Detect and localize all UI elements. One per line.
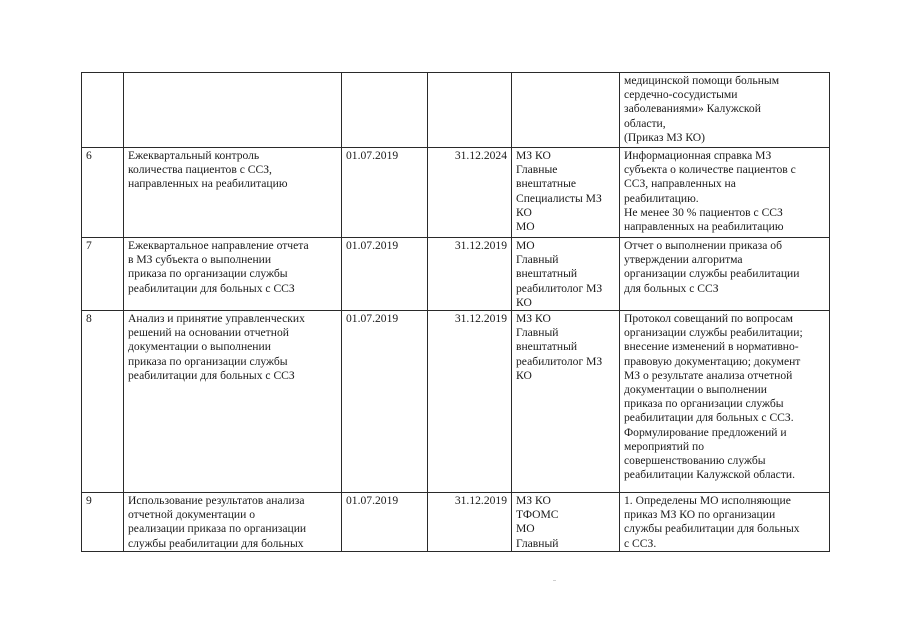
result-line: субъекта о количестве пациентов с: [624, 163, 796, 177]
end-date-cell: [428, 311, 512, 493]
result-line: реабилитацию.: [624, 191, 699, 205]
responsible-line: КО: [516, 368, 532, 382]
result-line: для больных с ССЗ: [624, 281, 719, 295]
start-date: 01.07.2019: [346, 494, 399, 508]
row-number-cell: [82, 238, 124, 311]
result-line: направленных на реабилитацию: [624, 220, 784, 234]
responsible-line: МО: [516, 239, 535, 252]
result-line: Протокол совещаний по вопросам: [624, 312, 793, 326]
row-number-cell: [82, 73, 124, 148]
result-line: организации службы реабилитации: [624, 267, 800, 281]
result-line: (Приказ МЗ КО): [624, 130, 706, 144]
responsible-cell: [512, 148, 620, 238]
responsible-cell: [512, 238, 620, 311]
result-line: с ССЗ.: [624, 536, 657, 550]
responsible-line: КО: [516, 205, 532, 219]
task-line: Использование результатов анализа: [128, 494, 305, 508]
result-line: Не менее 30 % пациентов с ССЗ: [624, 205, 783, 219]
result-line: реабилитации для больных с ССЗ.: [624, 411, 794, 425]
end-date: 31.12.2019: [454, 494, 507, 508]
row-number: 7: [86, 239, 92, 252]
result-line: службы реабилитации для больных: [624, 522, 800, 536]
end-date-cell: [428, 493, 512, 552]
result-line: Информационная справка МЗ: [624, 149, 772, 162]
task-line: реабилитации для больных с ССЗ: [128, 281, 295, 295]
responsible-line: МО: [516, 522, 535, 536]
responsible-line: Главный: [516, 536, 559, 550]
task-line: Ежеквартальное направление отчета: [128, 239, 309, 252]
task-line: реализации приказа по организации: [128, 522, 307, 536]
responsible-line: внештатный: [516, 340, 578, 354]
task-line: службы реабилитации для больных: [128, 536, 304, 550]
end-date-cell: [428, 148, 512, 238]
responsible-line: КО: [516, 295, 532, 309]
row-number-cell: [82, 311, 124, 493]
result-line: области,: [624, 116, 666, 130]
result-line: правовую документацию; документ: [624, 354, 801, 368]
plan-table-body: [82, 73, 830, 552]
task-cell: [124, 238, 342, 311]
result-line: мероприятий по: [624, 439, 704, 453]
task-cell: [124, 73, 342, 148]
responsible-line: ТФОМС: [516, 508, 559, 522]
responsible-cell: [512, 73, 620, 148]
result-line: Отчет о выполнении приказа об: [624, 239, 782, 252]
task-line: количества пациентов с ССЗ,: [128, 163, 272, 177]
responsible-line: МЗ КО: [516, 312, 551, 326]
row-number-cell: [82, 148, 124, 238]
result-cell: [620, 238, 830, 311]
task-line: приказа по организации службы: [128, 267, 288, 281]
result-line: приказа по организации службы: [624, 397, 784, 411]
task-cell: [124, 148, 342, 238]
result-line: утверждении алгоритма: [624, 253, 743, 267]
responsible-line: Главный: [516, 253, 559, 267]
result-line: заболеваниями» Калужской: [624, 102, 761, 116]
task-line: отчетной документации о: [128, 508, 256, 522]
result-cell: [620, 311, 830, 493]
responsible-line: реабилитолог МЗ: [516, 354, 603, 368]
scan-speck: [553, 580, 556, 581]
task-cell: [124, 311, 342, 493]
task-line: приказа по организации службы: [128, 354, 288, 368]
result-line: Формулирование предложений и: [624, 425, 787, 439]
start-date-cell: [342, 238, 428, 311]
result-line: документации о выполнении: [624, 383, 767, 397]
start-date: 01.07.2019: [346, 149, 399, 162]
task-line: документации о выполнении: [128, 340, 271, 354]
result-line: приказ МЗ КО по организации: [624, 508, 776, 522]
end-date: 31.12.2019: [454, 239, 507, 252]
result-line: 1. Определены МО исполняющие: [624, 494, 791, 508]
start-date-cell: [342, 148, 428, 238]
responsible-line: Специалисты МЗ: [516, 191, 602, 205]
task-line: решений на основании отчетной: [128, 326, 289, 340]
end-date-cell: [428, 73, 512, 148]
row-number-cell: [82, 493, 124, 552]
start-date-cell: [342, 311, 428, 493]
row-number: 8: [86, 312, 92, 326]
table-row: [82, 493, 830, 552]
responsible-line: МЗ КО: [516, 494, 551, 508]
start-date-cell: [342, 493, 428, 552]
responsible-line: Главные: [516, 163, 558, 177]
responsible-line: внештатные: [516, 177, 577, 191]
table-row: [82, 73, 830, 148]
row-number: 9: [86, 494, 92, 508]
result-cell: [620, 73, 830, 148]
responsible-line: МО: [516, 220, 535, 234]
task-line: в МЗ субъекта о выполнении: [128, 253, 272, 267]
result-line: организации службы реабилитации;: [624, 326, 803, 340]
task-line: Ежеквартальный контроль: [128, 149, 260, 162]
result-line: внесение изменений в нормативно-: [624, 340, 799, 354]
responsible-line: МЗ КО: [516, 149, 551, 162]
responsible-cell: [512, 493, 620, 552]
result-cell: [620, 493, 830, 552]
start-date: 01.07.2019: [346, 312, 399, 326]
result-line: сердечно-сосудистыми: [624, 88, 738, 102]
task-line: Анализ и принятие управленческих: [128, 312, 305, 326]
result-line: МЗ о результате анализа отчетной: [624, 368, 793, 382]
task-cell: [124, 493, 342, 552]
table-row: [82, 148, 830, 238]
responsible-cell: [512, 311, 620, 493]
table-row: [82, 238, 830, 311]
task-line: направленных на реабилитацию: [128, 177, 288, 191]
start-date: 01.07.2019: [346, 239, 399, 252]
responsible-line: внештатный: [516, 267, 578, 281]
result-line: совершенствованию службы: [624, 454, 766, 468]
end-date-cell: [428, 238, 512, 311]
end-date: 31.12.2019: [454, 312, 507, 326]
result-line: ССЗ, направленных на: [624, 177, 736, 191]
end-date: 31.12.2024: [454, 149, 507, 162]
task-line: реабилитации для больных с ССЗ: [128, 368, 295, 382]
plan-table: [81, 72, 830, 552]
table-row: [82, 311, 830, 493]
responsible-line: реабилитолог МЗ: [516, 281, 603, 295]
responsible-line: Главный: [516, 326, 559, 340]
result-line: медицинской помощи больным: [624, 74, 780, 87]
result-cell: [620, 148, 830, 238]
start-date-cell: [342, 73, 428, 148]
result-line: реабилитации Калужской области.: [624, 468, 795, 482]
row-number: 6: [86, 149, 92, 162]
